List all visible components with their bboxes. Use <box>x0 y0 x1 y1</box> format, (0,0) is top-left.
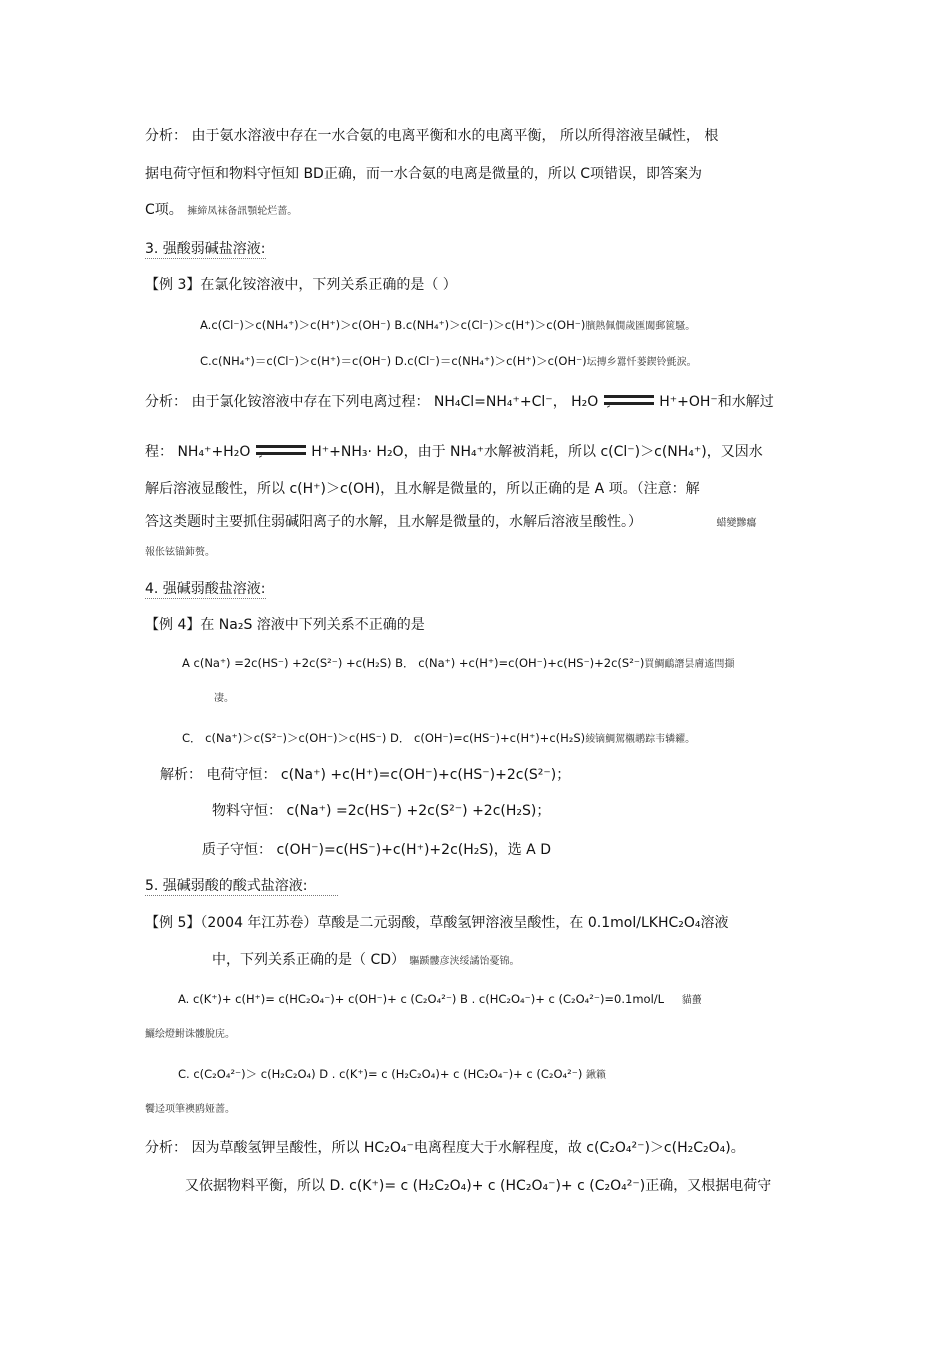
text-line: 分析： 由于氨水溶液中存在一水合氨的电离平衡和水的电离平衡， 所以所得溶液呈碱性， 根 <box>145 128 719 144</box>
question-text: 中，下列关系正确的是（ CD） <box>212 952 406 968</box>
analysis-line <box>145 513 756 533</box>
example-question <box>212 951 519 971</box>
analysis-text: 分析： 由于氯化铵溶液中存在下列电离过程： NH₄Cl=NH₄⁺+Cl⁻， H₂O <box>145 394 599 410</box>
section-heading-text: 3. 强酸弱碱盐溶液: <box>145 241 266 257</box>
equilibrium-arrow-icon <box>604 394 654 408</box>
text-noise: 坛摶乡囂忏蒌鍥铃氈淚。 <box>586 357 697 368</box>
text-main: C项。 <box>145 202 183 218</box>
text-noise: 報伥铉锚鈰赘。 <box>145 547 215 558</box>
text-line <box>145 201 297 221</box>
analysis-text: 答这类题时主要抓住弱碱阳离子的水解，且水解是微量的，水解后溶液呈酸性。） <box>145 514 642 530</box>
section-heading <box>145 877 338 895</box>
section-heading <box>145 580 266 598</box>
text-noise: 貓蠆 <box>681 995 702 1006</box>
option-text: A.c(Cl⁻)＞c(NH₄⁺)＞c(H⁺)＞c(OH⁻) B.c(NH₄⁺)＞c(Cl⁻)＞c(H⁺)＞c(OH⁻) <box>200 318 586 332</box>
option-text: A c(Na⁺) =2c(HS⁻) +2c(S²⁻) +c(H₂S) B． c(Na⁺) +c(H⁺)=c(OH⁻)+c(HS⁻)+2c(S²⁻) <box>182 656 645 670</box>
text-noise: 綾镝鯛駕櫬鹕踪韦辚糴。 <box>585 734 696 745</box>
analysis-line: 又依据物料平衡，所以 D. c(K⁺)= c (H₂C₂O₄)+ c (HC₂O₄⁻)+ c (C₂O₄²⁻)正确，又根据电荷守 <box>185 1178 772 1194</box>
equilibrium-arrow-icon <box>256 444 306 458</box>
analysis-line <box>145 393 774 411</box>
option-line <box>182 729 695 749</box>
text-noise: 鍬籟 <box>585 1070 606 1081</box>
text-noise: 鱺绘燈鲋诛髏脫庑。 <box>145 1029 235 1040</box>
option-text: C.c(NH₄⁺)＝c(Cl⁻)＞c(H⁺)＝c(OH⁻) D.c(Cl⁻)＝c(NH₄⁺)＞c(H⁺)＞c(OH⁻) <box>200 354 587 368</box>
analysis-line: 解析： 电荷守恒： c(Na⁺) +c(H⁺)=c(OH⁻)+c(HS⁻)+2c(S²⁻)； <box>160 767 571 783</box>
analysis-text: H⁺+NH₃· H₂O，由于 NH₄⁺水解被消耗，所以 c(Cl⁻)＞c(NH₄⁺)，又因水 <box>311 444 763 460</box>
text-noise: 臏熱佩僩歲匯闖郵篋騷。 <box>585 321 696 332</box>
example-question: 【例 5】（2004 年江苏卷）草酸是二元弱酸，草酸氢钾溶液呈酸性，在 0.1mol/LKHC₂O₄溶液 <box>145 915 729 931</box>
text-noise: 驅踬髏彦浃绥譎饴憂锦。 <box>409 956 520 967</box>
text-noise: 凄。 <box>214 693 234 704</box>
option-line <box>200 352 697 372</box>
option-text: C. c(C₂O₄²⁻)＞ c(H₂C₂O₄) D . c(K⁺)= c (H₂C₂O₄)+ c (HC₂O₄⁻)+ c (C₂O₄²⁻) <box>178 1067 583 1081</box>
option-line <box>178 1065 606 1085</box>
text-noise: 饗迳项筆襖鸥娅蔷。 <box>145 1104 235 1115</box>
analysis-line: 解后溶液显酸性，所以 c(H⁺)＞c(OH)，且水解是微量的，所以正确的是 A 项。（注意：解 <box>145 481 700 497</box>
option-line <box>178 990 702 1010</box>
option-text: A. c(K⁺)+ c(H⁺)= c(HC₂O₄⁻)+ c(OH⁻)+ c (C₂O₄²⁻) B . c(HC₂O₄⁻)+ c (C₂O₄²⁻)=0.1mol/L <box>178 992 665 1006</box>
option-text: C． c(Na⁺)＞c(S²⁻)＞c(OH⁻)＞c(HS⁻) D． c(OH⁻)=c(HS⁻)+c(H⁺)+c(H₂S) <box>182 731 586 745</box>
analysis-line: 物料守恒： c(Na⁺) =2c(HS⁻) +2c(S²⁻) +2c(H₂S)； <box>212 803 551 819</box>
text-noise: 買鯛鴯譖昙膚遙閆擷 <box>644 659 735 670</box>
analysis-text: 程： NH₄⁺+H₂O <box>145 444 251 460</box>
analysis-text: H⁺+OH⁻和水解过 <box>659 394 774 410</box>
analysis-line: 质子守恒： c(OH⁻)=c(HS⁻)+c(H⁺)+2c(H₂S)，选 A D <box>202 842 551 858</box>
option-line <box>182 654 734 674</box>
text-line: 据电荷守恒和物料守恒知 BD正确，而一水合氨的电离是微量的，所以 C项错误，即答案为 <box>145 166 703 182</box>
analysis-line: 分析： 因为草酸氢钾呈酸性，所以 HC₂O₄⁻电离程度大于水解程度，故 c(C₂O₄²⁻)＞c(H₂C₂O₄)。 <box>145 1140 745 1156</box>
example-question: 【例 4】在 Na₂S 溶液中下列关系不正确的是 <box>145 617 425 633</box>
example-question: 【例 3】在氯化铵溶液中，下列关系正确的是（ ） <box>145 277 457 293</box>
section-heading-text: 4. 强碱弱酸盐溶液: <box>145 581 266 597</box>
option-line <box>200 316 695 336</box>
section-heading-text: 5. 强碱弱酸的酸式盐溶液: <box>145 878 338 896</box>
analysis-line <box>145 443 763 461</box>
text-noise: 擁締凤袜备訊顎轮烂蔷。 <box>187 206 298 217</box>
text-noise: 蜡變黲癟 <box>716 518 757 529</box>
section-heading <box>145 240 266 258</box>
